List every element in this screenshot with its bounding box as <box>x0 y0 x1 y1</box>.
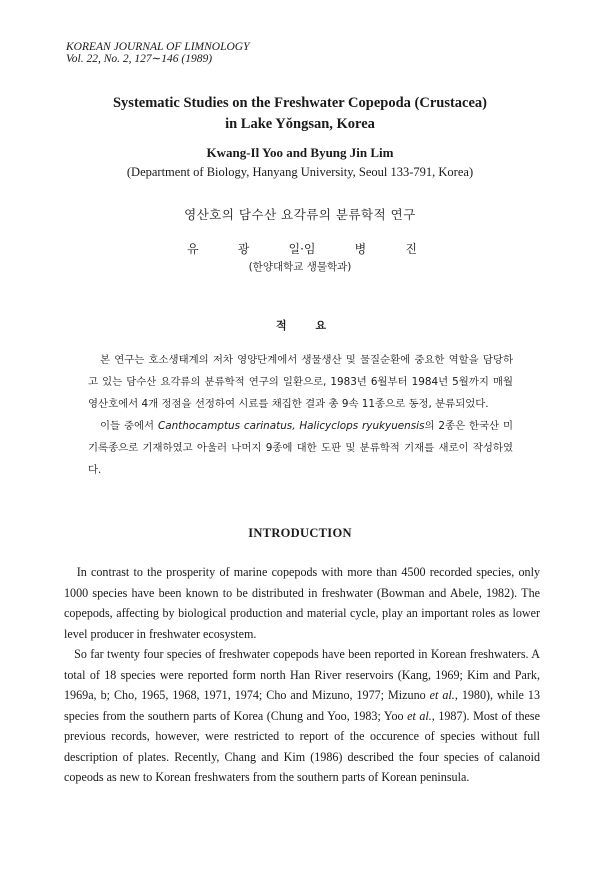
journal-header <box>66 41 249 65</box>
et-al: et al. <box>407 708 432 723</box>
intro-text: , 1987). Most of these previous records, however, were restricted to report of the occurence of species without full description of plates. Recently, Chang and Kim (1986) described the four species of calanoid copeods as new to Korean freshwaters from the southern parts of Korean peninsula. <box>64 708 540 784</box>
korean-author-char: 병 <box>354 242 367 256</box>
korean-author-char: 진 <box>405 242 417 256</box>
abstract-heading-char: 요 <box>315 319 326 332</box>
korean-authors <box>187 240 417 257</box>
abstract-heading-char: 적 <box>276 319 287 332</box>
intro-paragraph-2 <box>64 644 540 788</box>
korean-author-char: 광 <box>237 242 250 256</box>
intro-text: , 1980), while 13 species from the southern parts of Korea (Chung and Yoo, 1983; Yoo <box>64 688 541 723</box>
abstract-body <box>88 349 513 481</box>
abstract-paragraph-2 <box>88 415 513 481</box>
introduction-body <box>64 562 540 788</box>
korean-author-char: 일·임 <box>288 242 316 256</box>
paper-title-line1: Systematic Studies on the Freshwater Copepoda (Crustacea) <box>112 95 488 111</box>
et-al: et al. <box>429 688 455 702</box>
intro-paragraph-1 <box>64 562 540 644</box>
abstract-text: 이들 중에서 <box>100 420 158 432</box>
authors: Kwang-Il Yoo and Byung Jin Lim <box>206 145 394 160</box>
journal-citation: Vol. 22, No. 2, 127∼146 (1989) <box>66 53 213 65</box>
abstract-heading <box>276 317 326 333</box>
section-heading-introduction: INTRODUCTION <box>248 526 352 540</box>
intro-text: In contrast to the prosperity of marine copepods with more than 4500 recorded species, only 1000 species have been known to be distributed in freshwater (Bowman and Abele, 1982). The copepods, affecting by biological production and material cycle, play an important roles as lower level producer in freshwater ecosystem. <box>64 565 540 641</box>
korean-affiliation: (한양대학교 생물학과) <box>248 261 352 273</box>
abstract-text: 의 2종은 한국산 미기록종으로 기재하였고 아울러 나머지 9종에 대한 도판 및 분류학적 기재를 새로이 작성하였다. <box>88 420 514 476</box>
paper-title <box>60 93 540 135</box>
journal-name: KOREAN JOURNAL OF LIMNOLOGY <box>66 41 250 53</box>
affiliation: (Department of Biology, Hanyang University, Seoul 133-791, Korea) <box>126 165 474 179</box>
korean-title: 영산호의 담수산 요각류의 분류학적 연구 <box>184 207 416 222</box>
paper-title-line2: in Lake Yŏngsan, Korea <box>225 116 375 132</box>
species-names: Canthocamptus carinatus, Halicyclops ryukyuensis <box>157 420 425 432</box>
abstract-paragraph-1: 본 연구는 호소생태계의 저차 영양단계에서 생물생산 및 물질순환에 중요한 역할을 담당하고 있는 담수산 요각류의 분류학적 연구의 일환으로, 1983년 6월부터 1984년 5월까지 매월 영산호에서 4개 정점을 선정하여 시료를 채집한 결과 총 9속 11종으로 동정, 분류되었다. <box>88 354 513 410</box>
intro-text: So far twenty four species of freshwater copepods have been reported in Korean freshwaters. A total of 18 species were reported form north Han River reservoirs (Kang, 1969; Kim and Park, 1969a, b; Cho, 1965, 1968, 1971, 1974; Cho and Mizuno, 1977; Mizuno <box>64 647 540 702</box>
korean-author-char: 유 <box>187 242 199 256</box>
